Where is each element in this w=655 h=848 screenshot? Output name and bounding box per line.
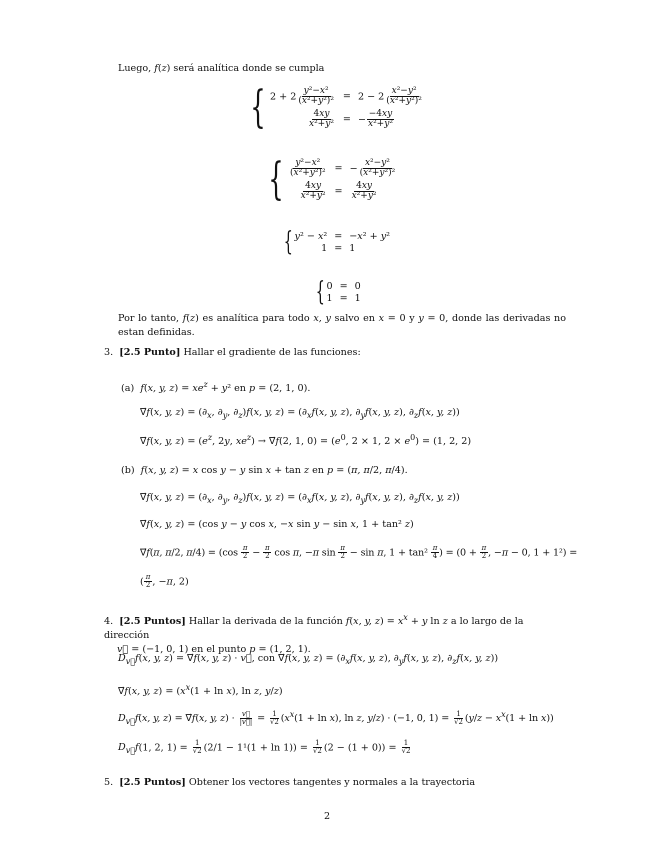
q3a-statement: (a) f(x, y, $z) = xe^z + y^2$ en p = (2, 1, 0). xyxy=(121,380,311,395)
q3b-gradient-def: ∇⃗f(x, y, $z) = (\partial_x$, $\partial_y$, $\partial_z)f(x$, y, $z) = (\partial_xf(x$, y, z), $\partial_yf(x$, y, z), $\partial_zf(x$, y, z)) xyxy=(140,492,460,505)
question-5-heading: 5. [2.5 Puntos] Obtener los vectores tangentes y normales a la trayectoria xyxy=(104,777,476,788)
q4-directional-expr: $D_{v⃗}f(x$, y, z) = ∇⃗f(x, y, z) · $\frac{v⃗}{|v⃗|}$ = $\frac{1}{√2}$ ($x^x(1 + \ln x)$, ln z, y/z) · (−1, 0, 1) = $\frac{1}{√2}$ $(y/z - x^x(1 + \ln x))$ xyxy=(118,709,554,727)
intro-line: Luego, f(z) será analítica donde se cumpla xyxy=(118,63,325,74)
q3b-gradient-final: ( $\frac{\pi}{2}$ , −π, 2) xyxy=(140,573,189,590)
q3b-gradient-expr: ∇⃗f(x, y, z) = (cos y − y cos x, −x sin y − sin x, 1 + tan² z) xyxy=(140,519,414,530)
page-number: 2 xyxy=(324,811,331,822)
conclusion-paragraph: Por lo tanto, f(z) es analítica para todo x, y salvo en x = 0 y y = 0, donde las derivadas no estan definidas. xyxy=(118,313,566,338)
q3b-statement: (b) f(x, y, z) = x cos y − y sin x + tan z en p = (π, π/2, π/4). xyxy=(121,465,408,476)
q3a-gradient-result: ∇⃗f(x, y, $z) = (e^z$, 2y, $xe^z$) → ∇⃗f(2, 1, $0) = (e^0$, 2 × 1, $2 \times e^0) = (1$, 2, 2) xyxy=(140,433,472,448)
equation-system-3: { y² − x² = −x² + y² 1 = 1 xyxy=(283,227,390,257)
q3b-gradient-eval: ∇⃗f(π, π/2, π/4) = (cos $\frac{\pi}{2}$ − $\frac{\pi}{2}$ cos π, −π sin $\frac{\pi}{2}$ − sin π, 1 + tan² $\frac{\pi}{4}$ ) = (0 + $\frac{\pi}{2}$ , −π − 0, 1 + 1²) = xyxy=(140,544,578,561)
q4-directional-def: $D_{v⃗}f(x$, y, z) = ∇⃗f(x, y, z) · v⃗, con ∇⃗f(x, y, $z) = (\partial_xf(x$, y, z), $\partial_yf(x$, y, z), $\partial_zf(x$, y, z)) xyxy=(118,653,499,666)
equation-system-2: { $\frac{\text{y²−x²}}{\text{(x²+y²)²}}$ = − $\frac{\text{x²−y²}}{\text{(x²+y²)²}}$ $\frac{4xy}{\text{x²+y²}}$ = $\frac{4xy}{\text{x²+y²}}$ xyxy=(268,154,396,205)
question-3-heading: 3. [2.5 Punto] Hallar el gradiente de las funciones: xyxy=(104,347,361,358)
equation-system-4: { 0 = 0 1 = 1 xyxy=(315,277,361,307)
q3a-gradient-def: ∇⃗f(x, y, $z) = (\partial_x$, $\partial_y$, $\partial_z)f(x$, y, $z) = (\partial_xf(x$, y, z), $\partial_yf(x$, y, z), $\partial_zf(x$, y, z)) xyxy=(140,407,460,420)
q4-directional-eval: $D_{v⃗}f(1$, 2, 1) = $\frac{1}{√2}$ (2/1 − 1¹(1 + ln 1)) = $\frac{1}{√2}$ (2 − (1 + 0)) = $\frac{1}{√2}$ xyxy=(118,739,411,756)
equation-system-1: { 2 + 2 $\frac{\text{y²−x²}}{\text{(x²+y²)²}}$ = 2 − 2 $\frac{\text{x²−y²}}{\text{(x²+y²)²}}$ $\frac{4xy}{\text{x²+y²}}$ = − $\frac{-4xy}{\text{x²+y²}}$ xyxy=(250,82,422,133)
q4-gradient: ∇⃗f(x, y, $z) = (x^x(1 + \ln x)$, ln z, y/z) xyxy=(118,683,283,698)
question-4-heading: 4. [2.5 Puntos] Hallar la derivada de la función f(x, y, $z) = x^x + y$ ln z a lo largo de la dirección v⃗ = (−1, 0, 1) en el punto p = (1, 2, 1). xyxy=(104,613,524,656)
